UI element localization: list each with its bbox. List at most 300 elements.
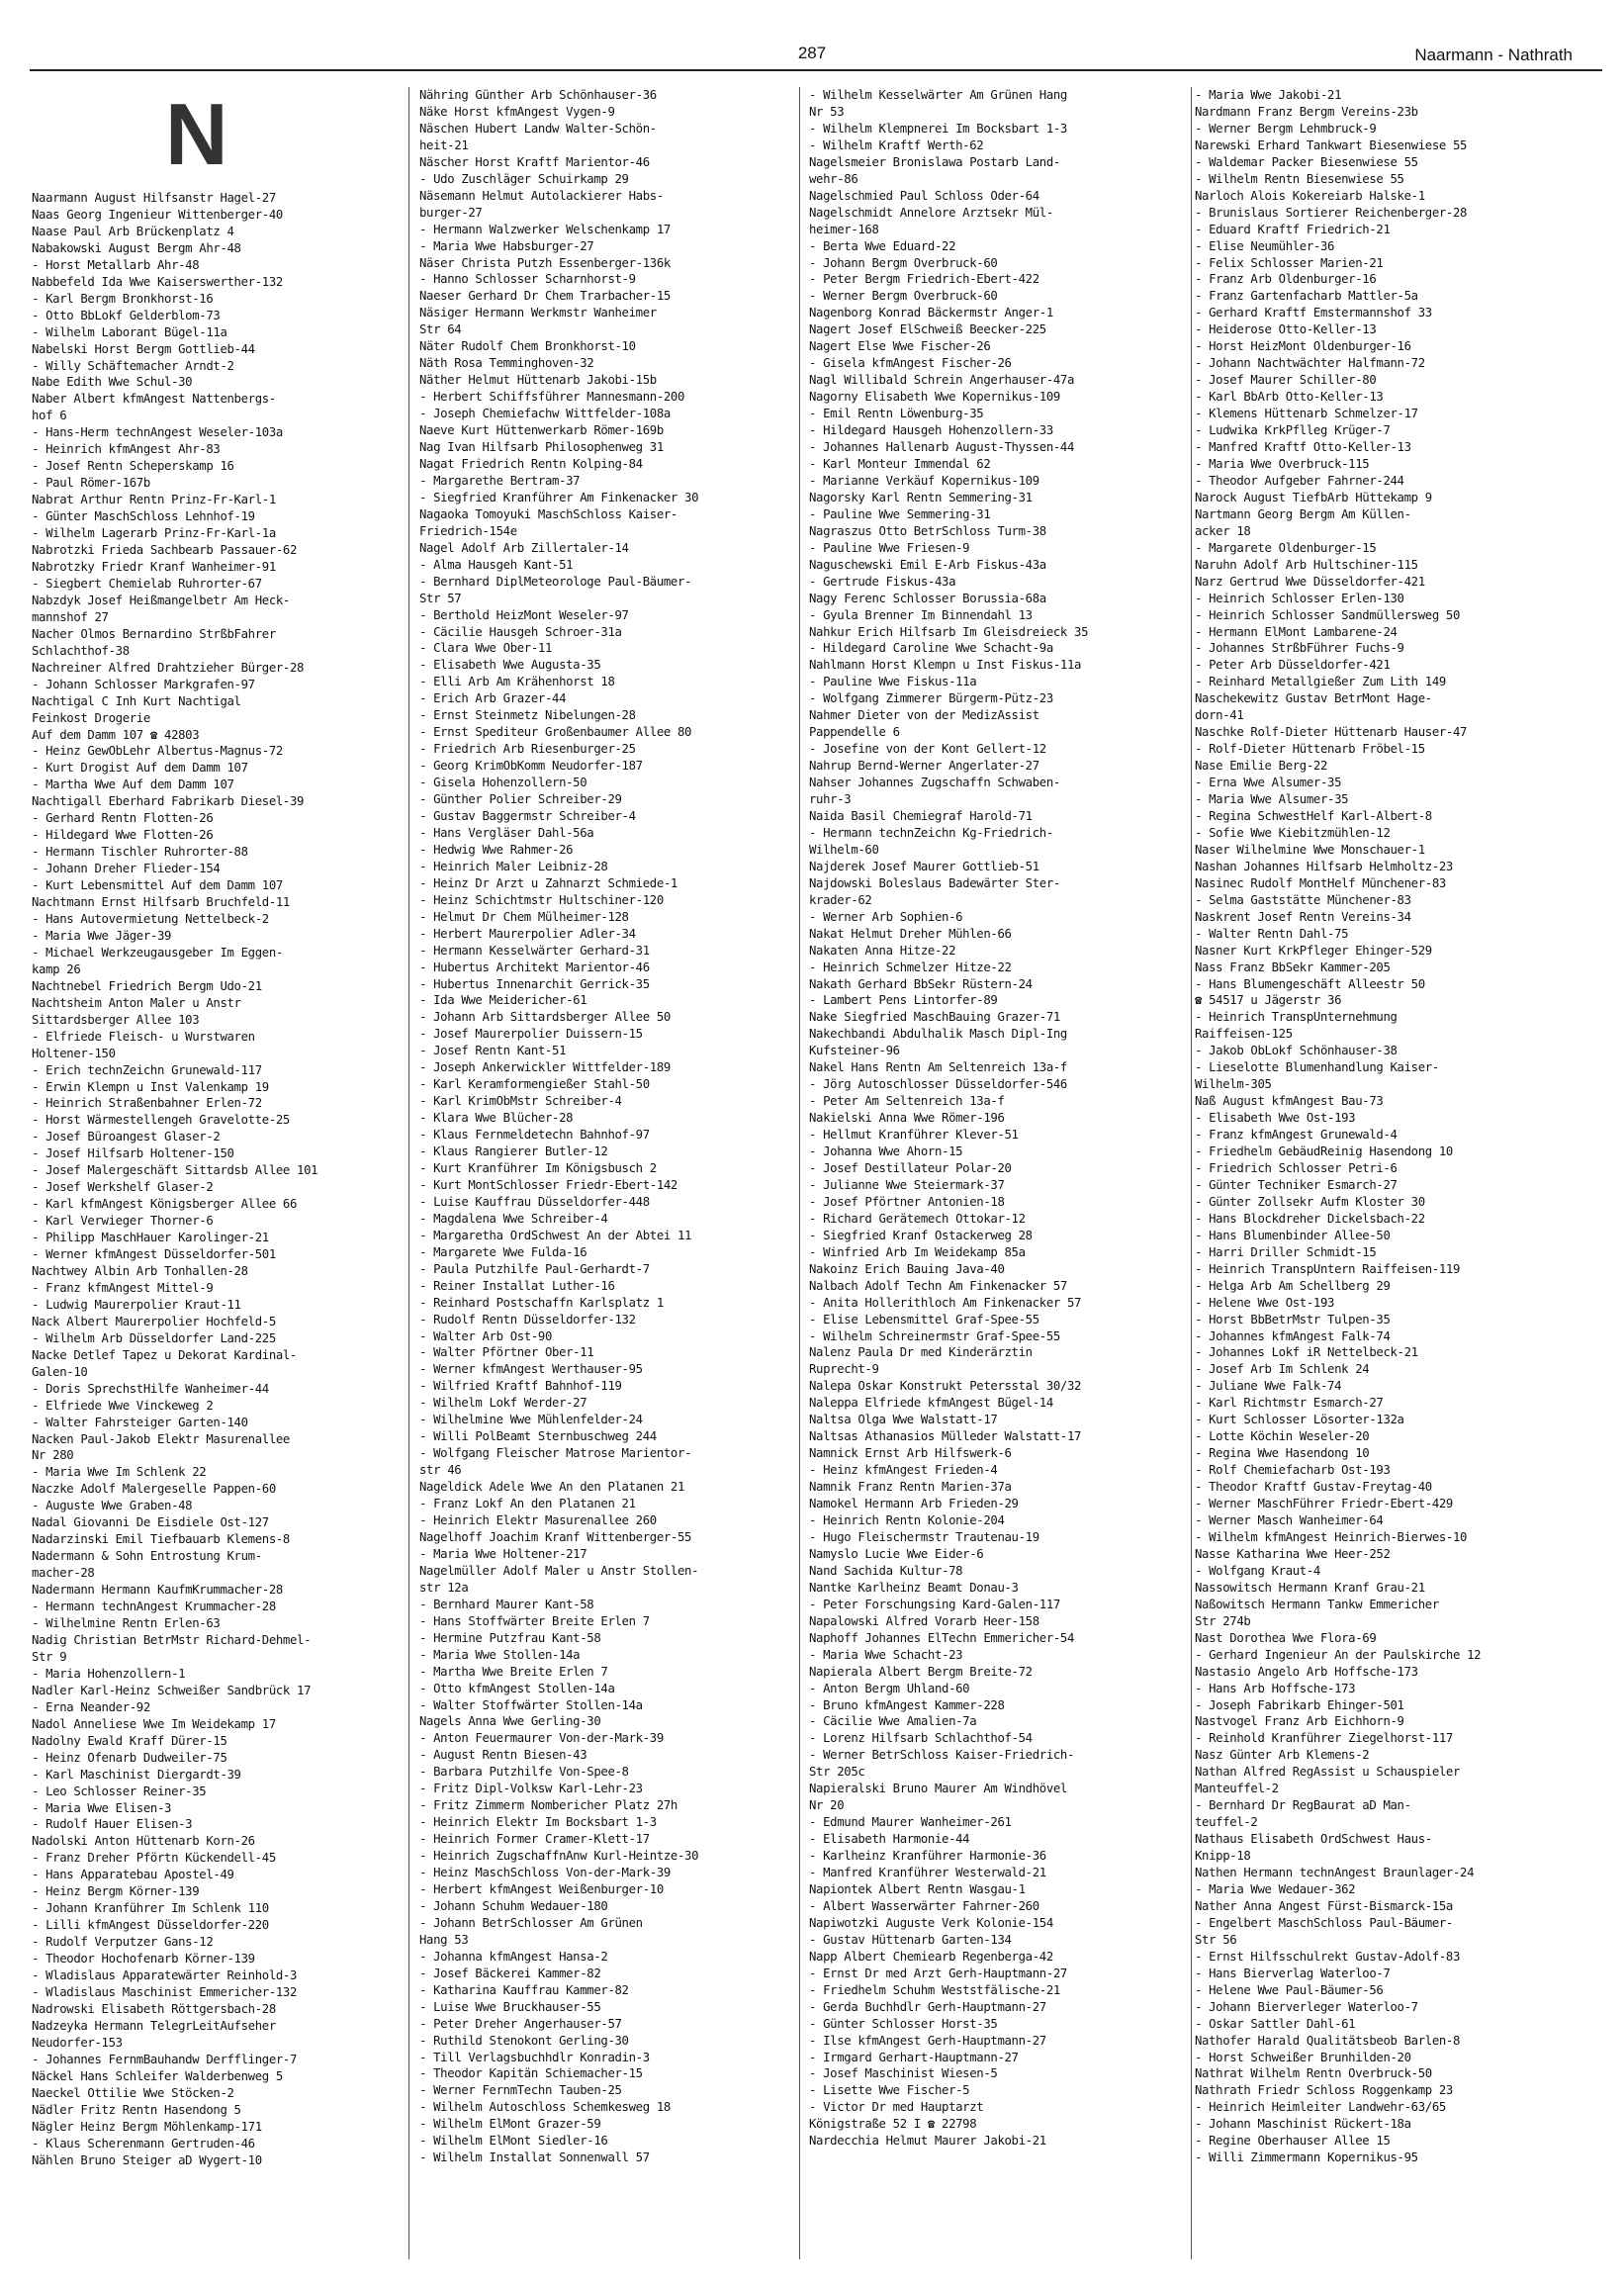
directory-entry: Nathofer Harald Qualitätsbeob Barlen-8	[1195, 2033, 1461, 2048]
directory-entry: - Josef Maurer Schiller-80	[1195, 373, 1377, 388]
directory-entry: - Jörg Autoschlosser Düsseldorfer-546	[809, 1077, 1067, 1092]
directory-entry: - Maria Wwe Wedauer-362	[1195, 1881, 1356, 1896]
directory-entry: - Wilhelm kfmAngest Heinrich-Bierwes-10	[1195, 1529, 1468, 1544]
directory-entry: - Heinrich Schlosser Erlen-130	[1195, 591, 1404, 605]
directory-entry: - Elisabeth Harmonie-44	[809, 1832, 970, 1847]
directory-entry: - Karl Verwieger Thorner-6	[32, 1214, 214, 1229]
directory-entry: - Gertrude Fiskus-43a	[809, 574, 956, 589]
directory-entry: Näter Rudolf Chem Bronkhorst-10	[419, 339, 636, 354]
directory-entry: - Werner Masch Wanheimer-64	[1195, 1513, 1384, 1528]
directory-entry: - Karl Keramformengießer Stahl-50	[419, 1077, 650, 1092]
directory-entry: - Margarethe Bertram-37	[419, 473, 581, 488]
directory-entry: Napp Albert Chemiearb Regenberga-42	[809, 1949, 1053, 1964]
directory-entry: - Johann Bierverleger Waterloo-7	[1195, 1999, 1418, 2014]
directory-entry: - Willy Schäftemacher Arndt-2	[32, 358, 234, 373]
directory-entry: - Wilhelm Lokf Werder-27	[419, 1396, 587, 1411]
directory-entry: Nakath Gerhard BbSekr Rüstern-24	[809, 976, 1033, 991]
directory-entry: - Hedwig Wwe Rahmer-26	[419, 842, 574, 857]
directory-entry: - Margarete Oldenburger-15	[1195, 540, 1377, 555]
directory-entry: hof 6	[32, 409, 67, 423]
directory-entry: - Bernhard Dr RegBaurat aD Man-	[1195, 1798, 1411, 1813]
directory-entry: Napieralski Bruno Maurer Am Windhövel	[809, 1782, 1067, 1796]
directory-entry: - Bernhard Maurer Kant-58	[419, 1597, 594, 1611]
directory-entry: Nartmann Georg Bergm Am Küllen-	[1195, 506, 1411, 521]
directory-entry: - Elise Lebensmittel Graf-Spee-55	[809, 1312, 1039, 1326]
directory-entry: - Gustav Baggermstr Schreiber-4	[419, 808, 636, 823]
directory-entry: - Hubertus Architekt Marientor-46	[419, 960, 650, 974]
directory-entry: - Heinrich ZugschaffnAnw Kurl-Heintze-30	[419, 1849, 699, 1864]
directory-entry: Narloch Alois Kokereiarb Halske-1	[1195, 188, 1425, 203]
directory-entry: - Otto kfmAngest Stollen-14a	[419, 1681, 615, 1695]
directory-entry: Narz Gertrud Wwe Düsseldorfer-421	[1195, 574, 1425, 589]
directory-entry: - Regine Oberhauser Allee 15	[1195, 2134, 1391, 2149]
directory-entry: - Irmgard Gerhart-Hauptmann-27	[809, 2050, 1019, 2064]
directory-entry: - Peter Am Seltenreich 13a-f	[809, 1094, 1005, 1109]
directory-entry: - Auguste Wwe Graben-48	[32, 1499, 193, 1513]
directory-entry: Nägler Heinz Bergm Möhlenkamp-171	[32, 2119, 262, 2134]
directory-entry: - Theodor Aufgeber Fahrner-244	[1195, 473, 1404, 488]
directory-entry: - Karl KrimObMstr Schreiber-4	[419, 1094, 622, 1109]
directory-entry: - Waldemar Packer Biesenwiese 55	[1195, 154, 1418, 169]
directory-entry: - Johanna Wwe Ahorn-15	[809, 1144, 963, 1159]
directory-entry: Nathan Alfred RegAssist u Schauspieler	[1195, 1765, 1461, 1780]
directory-entry: - Barbara Putzhilfe Von-Spee-8	[419, 1765, 629, 1780]
directory-entry: - Anita Hollerithloch Am Finkenacker 57	[809, 1295, 1082, 1310]
directory-entry: - Heinrich Schmelzer Hitze-22	[809, 960, 1012, 974]
directory-entry: Näckel Hans Schleifer Walderbenweg 5	[32, 2068, 283, 2083]
directory-entry: - Josef Maurerpolier Duissern-15	[419, 1027, 643, 1042]
directory-entry: - Johann Arb Sittardsberger Allee 50	[419, 1010, 671, 1025]
directory-entry: - Wilhelm Rentn Biesenwiese 55	[1195, 171, 1404, 186]
directory-entry: - Gerhard Rentn Flotten-26	[32, 811, 214, 826]
directory-entry: Nasinec Rudolf MontHelf Münchener-83	[1195, 875, 1446, 890]
directory-entry: - Martha Wwe Breite Erlen 7	[419, 1664, 608, 1679]
directory-entry: Nachtnebel Friedrich Bergm Udo-21	[32, 978, 262, 993]
directory-column-3	[809, 87, 1187, 2259]
directory-entry: - Lisette Wwe Fischer-5	[809, 2083, 970, 2098]
directory-entry: Nardecchia Helmut Maurer Jakobi-21	[809, 2134, 1046, 2149]
directory-entry: Naltsas Athanasios Mülleder Walstatt-17	[809, 1429, 1082, 1444]
directory-entry: - Johann Schlosser Markgrafen-97	[32, 677, 255, 691]
directory-entry: - Hans Blockdreher Dickelsbach-22	[1195, 1211, 1425, 1226]
directory-entry: Naber Albert kfmAngest Nattenbergs-	[32, 392, 276, 407]
directory-entry: Näser Christa Putzh Essenberger-136k	[419, 255, 671, 270]
directory-entry: Nag Ivan Hilfsarb Philosophenweg 31	[419, 440, 664, 455]
directory-entry: Nakoinz Erich Bauing Java-40	[809, 1261, 1005, 1276]
directory-entry: Namyslo Lucie Wwe Eider-6	[809, 1546, 984, 1561]
directory-entry: Nachtwey Albin Arb Tonhallen-28	[32, 1264, 248, 1278]
directory-entry: - Günter Techniker Esmarch-27	[1195, 1177, 1398, 1192]
directory-entry: - Josefine von der Kont Gellert-12	[809, 742, 1046, 757]
directory-entry: - Hermann Kesselwärter Gerhard-31	[419, 943, 650, 958]
directory-entry: - Siegfried Kranführer Am Finkenacker 30	[419, 490, 699, 504]
directory-entry: - Martha Wwe Auf dem Damm 107	[32, 778, 234, 792]
directory-entry: - Clara Wwe Ober-11	[419, 641, 553, 656]
directory-entry: Namnik Franz Rentn Marien-37a	[809, 1480, 1012, 1495]
directory-entry: - Walter Pförtner Ober-11	[419, 1345, 594, 1360]
directory-entry: - Cäcilie Hausgeh Schroer-31a	[419, 624, 622, 639]
directory-entry: - Wilhelm Klempnerei Im Bocksbart 1-3	[809, 121, 1067, 136]
directory-entry: - Josef Hilfsarb Holtener-150	[32, 1146, 234, 1161]
directory-entry: - Hans Blumenbinder Allee-50	[1195, 1228, 1391, 1242]
directory-entry: - Elisabeth Wwe Ost-193	[1195, 1111, 1356, 1126]
directory-entry: - Georg KrimObKomm Neudorfer-187	[419, 759, 643, 774]
directory-entry: - Horst BbBetrMstr Tulpen-35	[1195, 1312, 1391, 1326]
directory-entry: - Heinz Schichtmstr Hultschiner-120	[419, 892, 664, 907]
directory-entry: - Heinrich Schlosser Sandmüllersweg 50	[1195, 607, 1461, 622]
directory-entry: - Wilhelmine Rentn Erlen-63	[32, 1616, 221, 1631]
directory-entry: Nabzdyk Josef Heißmangelbetr Am Heck-	[32, 593, 290, 607]
directory-entry: - Richard Gerätemech Ottokar-12	[809, 1211, 1026, 1226]
directory-entry: - Reinhard Postschaffn Karlsplatz 1	[419, 1295, 664, 1310]
directory-entry: Wilhelm-305	[1195, 1077, 1272, 1092]
directory-entry: - Karl kfmAngest Königsberger Allee 66	[32, 1197, 298, 1212]
directory-entry: - Erwin Klempn u Inst Valenkamp 19	[32, 1079, 269, 1094]
directory-entry: - Gisela kfmAngest Fischer-26	[809, 356, 1012, 371]
directory-entry: Nahlmann Horst Klempn u Inst Fiskus-11a	[809, 658, 1082, 673]
directory-entry: - Sofie Wwe Kiebitzmühlen-12	[1195, 825, 1391, 840]
directory-entry: - Kurt MontSchlosser Friedr-Ebert-142	[419, 1177, 677, 1192]
directory-entry: - Rolf-Dieter Hüttenarb Fröbel-15	[1195, 742, 1425, 757]
directory-entry: - Willi PolBeamt Sternbuschweg 244	[419, 1429, 657, 1444]
directory-entry: - Paula Putzhilfe Paul-Gerhardt-7	[419, 1261, 650, 1276]
directory-entry: - Siegbert Chemielab Ruhrorter-67	[32, 576, 262, 591]
directory-entry: Nadolny Ewald Kraff Dürer-15	[32, 1733, 227, 1748]
directory-entry: - Johannes Hallenarb August-Thyssen-44	[809, 440, 1075, 455]
directory-entry: Knipp-18	[1195, 1849, 1251, 1864]
directory-entry: - Maria Wwe Schacht-23	[809, 1647, 963, 1662]
directory-entry: - Lieselotte Blumenhandlung Kaiser-	[1195, 1060, 1439, 1075]
directory-entry: - Fritz Dipl-Volksw Karl-Lehr-23	[419, 1782, 643, 1796]
directory-entry: - Cäcilie Wwe Amalien-7a	[809, 1714, 977, 1729]
directory-entry: - Berthold HeizMont Weseler-97	[419, 607, 629, 622]
directory-entry: Nabrotzki Frieda Sachbearb Passauer-62	[32, 543, 298, 558]
directory-entry: - Wilfried Kraftf Bahnhof-119	[419, 1379, 622, 1394]
directory-entry: - Josef Rentn Kant-51	[419, 1044, 567, 1058]
directory-entry: Naschke Rolf-Dieter Hüttenarb Hauser-47	[1195, 725, 1468, 740]
directory-entry: - Johann BetrSchlosser Am Grünen	[419, 1915, 643, 1930]
directory-entry: - Margaretha OrdSchwest An der Abtei 11	[419, 1228, 692, 1242]
directory-entry: - Hermann Walzwerker Welschenkamp 17	[419, 222, 671, 236]
directory-entry: - Johann Dreher Flieder-154	[32, 862, 221, 876]
directory-entry: - Hermann Tischler Ruhrorter-88	[32, 845, 248, 860]
directory-entry: - Heinz MaschSchloss Von-der-Mark-39	[419, 1866, 671, 1880]
directory-entry: - Joseph Chemiefachw Wittfelder-108a	[419, 407, 671, 421]
directory-entry: - Hans Blumengeschäft Alleestr 50	[1195, 976, 1425, 991]
directory-entry: Nadol Anneliese Wwe Im Weidekamp 17	[32, 1716, 276, 1731]
directory-entry: - Josef Pförtner Antonien-18	[809, 1194, 1005, 1209]
directory-entry: - Jakob ObLokf Schönhauser-38	[1195, 1044, 1398, 1058]
directory-entry: Nahkur Erich Hilfsarb Im Gleisdreieck 35	[809, 624, 1089, 639]
directory-entry: - Heinrich Heimleiter Landwehr-63/65	[1195, 2100, 1446, 2115]
directory-entry: - Hermine Putzfrau Kant-58	[419, 1630, 601, 1645]
directory-entry: wehr-86	[809, 171, 858, 186]
directory-entry: Nabbefeld Ida Wwe Kaiserswerther-132	[32, 274, 283, 289]
directory-entry: Nashan Johannes Hilfsarb Helmholtz-23	[1195, 859, 1453, 873]
directory-entry: - Albert Wasserwärter Fahrner-260	[809, 1898, 1039, 1913]
directory-entry: - Maria Wwe Alsumer-35	[1195, 792, 1349, 807]
directory-entry: - Horst Metallarb Ahr-48	[32, 257, 200, 272]
directory-entry: Nagraszus Otto BetrSchloss Turm-38	[809, 523, 1046, 538]
directory-entry: - Gustav Hüttenarb Garten-134	[809, 1932, 1012, 1947]
directory-entry: - Wilhelm Kraftf Werth-62	[809, 137, 984, 152]
directory-entry: - Helga Arb Am Schellberg 29	[1195, 1278, 1391, 1293]
directory-entry: - Elise Neumühler-36	[1195, 238, 1335, 253]
directory-entry: - Heinrich TranspUntern Raiffeisen-119	[1195, 1261, 1461, 1276]
directory-entry: Narewski Erhard Tankwart Biesenwiese 55	[1195, 137, 1468, 152]
directory-entry: - Elisabeth Wwe Augusta-35	[419, 658, 601, 673]
directory-entry: - Hans Vergläser Dahl-56a	[419, 825, 594, 840]
directory-entry: - Alma Hausgeh Kant-51	[419, 557, 574, 572]
directory-entry: Napiwotzki Auguste Verk Kolonie-154	[809, 1915, 1053, 1930]
directory-entry: Nählen Bruno Steiger aD Wygert-10	[32, 2152, 262, 2167]
directory-entry: Nakechbandi Abdulhalik Masch Dipl-Ing	[809, 1027, 1067, 1042]
directory-entry: - Lilli kfmAngest Düsseldorfer-220	[32, 1918, 269, 1933]
directory-entry: - Josef Bäckerei Kammer-82	[419, 1966, 601, 1980]
directory-entry: - Wilhelm Arb Düsseldorfer Land-225	[32, 1330, 276, 1345]
directory-entry: - Helene Wwe Paul-Bäumer-56	[1195, 1982, 1384, 1997]
directory-entry: - August Rentn Biesen-43	[419, 1748, 587, 1763]
directory-entry: Nagert Else Wwe Fischer-26	[809, 339, 991, 354]
directory-entry: Nabakowski August Bergm Ahr-48	[32, 240, 241, 255]
directory-entry: Nadzeyka Hermann TelegrLeitAufseher	[32, 2018, 276, 2033]
directory-entry: Nachtsheim Anton Maler u Anstr	[32, 995, 241, 1010]
directory-entry: Näth Rosa Temminghoven-32	[419, 356, 594, 371]
directory-entry: - Josef Werkshelf Glaser-2	[32, 1180, 214, 1195]
directory-entry: Näscher Horst Kraftf Marientor-46	[419, 154, 650, 169]
directory-entry: Naase Paul Arb Brückenplatz 4	[32, 224, 234, 238]
directory-entry: - Erna Neander-92	[32, 1699, 150, 1714]
directory-entry: Napalowski Alfred Vorarb Heer-158	[809, 1613, 1039, 1628]
directory-entry: Nathaus Elisabeth OrdSchwest Haus-	[1195, 1832, 1432, 1847]
directory-entry: Nachtigall Eberhard Fabrikarb Diesel-39	[32, 794, 305, 809]
column-divider	[799, 87, 800, 2259]
directory-entry: Napiontek Albert Rentn Wasgau-1	[809, 1881, 1026, 1896]
directory-entry: - Edmund Maurer Wanheimer-261	[809, 1815, 1012, 1830]
directory-entry: - Wolfgang Zimmerer Bürgerm-Pütz-23	[809, 691, 1053, 706]
directory-entry: str 12a	[419, 1580, 469, 1595]
directory-entry: Näke Horst kfmAngest Vygen-9	[419, 104, 615, 119]
directory-entry: - Till Verlagsbuchhdlr Konradin-3	[419, 2050, 650, 2064]
directory-entry: - Hubertus Innenarchit Gerrick-35	[419, 976, 650, 991]
section-letter: N	[165, 87, 228, 183]
directory-entry: Feinkost Drogerie	[32, 710, 150, 725]
directory-entry: - Wladislaus Maschinist Emmericher-132	[32, 1984, 298, 1999]
directory-entry: - Joseph Fabrikarb Ehinger-501	[1195, 1697, 1404, 1712]
directory-entry: - Johann Nachtwächter Halfmann-72	[1195, 356, 1425, 371]
directory-entry: Auf dem Damm 107 ☎ 42803	[32, 727, 200, 742]
directory-entry: - Juliane Wwe Falk-74	[1195, 1379, 1342, 1394]
directory-entry: - Gerhard Ingenieur An der Paulskirche 12	[1195, 1647, 1482, 1662]
directory-entry: - Hans Arb Hoffsche-173	[1195, 1681, 1356, 1695]
directory-entry: Namokel Hermann Arb Frieden-29	[809, 1497, 1019, 1511]
directory-entry: - Luise Kauffrau Düsseldorfer-448	[419, 1194, 650, 1209]
directory-entry: Nagl Willibald Schrein Angerhauser-47a	[809, 373, 1075, 388]
directory-entry: - Günther Polier Schreiber-29	[419, 792, 622, 807]
directory-entry: - Heiderose Otto-Keller-13	[1195, 322, 1377, 337]
directory-entry: - Hildegard Caroline Wwe Schacht-9a	[809, 641, 1053, 656]
directory-entry: Nahmer Dieter von der MedizAssist	[809, 708, 1039, 723]
directory-entry: Nalbach Adolf Techn Am Finkenacker 57	[809, 1278, 1067, 1293]
directory-entry: - Werner kfmAngest Düsseldorfer-501	[32, 1247, 276, 1262]
directory-entry: Naskrent Josef Rentn Vereins-34	[1195, 909, 1411, 924]
directory-entry: Namnick Ernst Arb Hilfswerk-6	[809, 1446, 1012, 1461]
directory-entry: - Josef Malergeschäft Sittardsb Allee 101	[32, 1163, 318, 1178]
directory-entry: - Oskar Sattler Dahl-61	[1195, 2016, 1356, 2031]
directory-entry: - Herbert Maurerpolier Adler-34	[419, 926, 636, 941]
directory-entry: - Julianne Wwe Steiermark-37	[809, 1177, 1005, 1192]
directory-entry: - Johannes FernmBauhandw Derfflinger-7	[32, 2052, 298, 2066]
directory-entry: Nadrowski Elisabeth Röttgersbach-28	[32, 2001, 276, 2016]
directory-entry: - Johanna kfmAngest Hansa-2	[419, 1949, 608, 1964]
directory-entry: Naarmann August Hilfsanstr Hagel-27	[32, 191, 276, 205]
directory-entry: - Heinz Bergm Körner-139	[32, 1884, 200, 1899]
directory-entry: - Felix Schlosser Marien-21	[1195, 255, 1384, 270]
directory-entry: - Gyula Brenner Im Binnendahl 13	[809, 607, 1033, 622]
directory-entry: Nakielski Anna Wwe Römer-196	[809, 1111, 1005, 1126]
directory-entry: Sittardsberger Allee 103	[32, 1012, 200, 1027]
directory-entry: - Hanno Schlosser Scharnhorst-9	[419, 272, 636, 287]
directory-entry: - Johannes Lokf iR Nettelbeck-21	[1195, 1345, 1418, 1360]
directory-entry: Najderek Josef Maurer Gottlieb-51	[809, 859, 1039, 873]
directory-entry: - Bernhard DiplMeteorologe Paul-Bäumer-	[419, 574, 692, 589]
directory-entry: - Ernst Spediteur Großenbaumer Allee 80	[419, 725, 692, 740]
directory-entry: - Klaus Scherenmann Gertruden-46	[32, 2136, 255, 2150]
directory-entry: Nadal Giovanni De Eisdiele Ost-127	[32, 1515, 269, 1530]
directory-entry: Naas Georg Ingenieur Wittenberger-40	[32, 207, 283, 222]
directory-entry: Nalenz Paula Dr med Kinderärztin	[809, 1345, 1033, 1360]
directory-entry: - Friedrich Schlosser Petri-6	[1195, 1161, 1398, 1175]
directory-entry: kamp 26	[32, 961, 81, 976]
directory-entry: - Werner Arb Sophien-6	[809, 909, 963, 924]
directory-entry: - Victor Dr med Hauptarzt	[809, 2100, 984, 2115]
directory-entry: - Kurt Schlosser Lösorter-132a	[1195, 1413, 1404, 1427]
directory-entry: Str 64	[419, 322, 462, 337]
directory-entry: Nagorsky Karl Rentn Semmering-31	[809, 490, 1033, 504]
directory-entry: - Paul Römer-167b	[32, 476, 150, 491]
directory-entry: Nageldick Adele Wwe An den Platanen 21	[419, 1480, 685, 1495]
directory-column-2	[419, 87, 785, 2259]
directory-entry: - Harri Driller Schmidt-15	[1195, 1244, 1377, 1259]
directory-entry: Nr 20	[809, 1798, 845, 1813]
directory-entry: Nagy Ferenc Schlosser Borussia-68a	[809, 591, 1046, 605]
directory-entry: Naßowitsch Hermann Tankw Emmericher	[1195, 1597, 1439, 1611]
directory-entry: Nagelhoff Joachim Kranf Wittenberger-55	[419, 1529, 692, 1544]
directory-entry: teuffel-2	[1195, 1815, 1258, 1830]
directory-entry: Nastvogel Franz Arb Eichhorn-9	[1195, 1714, 1404, 1729]
directory-entry: - Heinrich Former Cramer-Klett-17	[419, 1832, 650, 1847]
directory-entry: - Josef Maschinist Wiesen-5	[809, 2066, 998, 2081]
directory-entry: - Heinz kfmAngest Frieden-4	[809, 1463, 998, 1478]
directory-entry: - Hans Stoffwärter Breite Erlen 7	[419, 1613, 650, 1628]
directory-entry: - Heinrich kfmAngest Ahr-83	[32, 442, 221, 457]
directory-entry: Nantke Karlheinz Beamt Donau-3	[809, 1580, 1019, 1595]
directory-entry: - Udo Zuschläger Schuirkamp 29	[419, 171, 629, 186]
directory-entry: - Hans Bierverlag Waterloo-7	[1195, 1966, 1391, 1980]
directory-entry: - Hermann technAngest Krummacher-28	[32, 1600, 276, 1614]
directory-entry: Nädler Fritz Rentn Hasendong 5	[32, 2102, 241, 2117]
directory-entry: - Selma Gaststätte Münchener-83	[1195, 892, 1411, 907]
directory-entry: - Hans Apparatebau Apostel-49	[32, 1868, 234, 1882]
directory-entry: - Wilhelm ElMont Grazer-59	[419, 2117, 601, 2132]
directory-entry: Nachtmann Ernst Hilfsarb Bruchfeld-11	[32, 895, 290, 910]
directory-entry: - Hildegard Wwe Flotten-26	[32, 828, 214, 843]
directory-entry: - Rolf Chemiefacharb Ost-193	[1195, 1463, 1391, 1478]
directory-entry: Str 56	[1195, 1932, 1237, 1947]
directory-entry: - Franz kfmAngest Grunewald-4	[1195, 1128, 1398, 1143]
directory-entry: - Josef Destillateur Polar-20	[809, 1161, 1012, 1175]
directory-entry: - Wilhelmine Wwe Mühlenfelder-24	[419, 1413, 643, 1427]
directory-entry: Naeve Kurt Hüttenwerkarb Römer-169b	[419, 423, 664, 438]
directory-entry: Str 9	[32, 1649, 67, 1664]
directory-entry: heit-21	[419, 137, 469, 152]
directory-entry: - Engelbert MaschSchloss Paul-Bäumer-	[1195, 1915, 1453, 1930]
directory-entry: Nabelski Horst Bergm Gottlieb-44	[32, 341, 255, 356]
page-number: 287	[797, 44, 827, 62]
directory-entry: - Werner kfmAngest Werthauser-95	[419, 1362, 643, 1377]
directory-entry: - Walter Rentn Dahl-75	[1195, 926, 1349, 941]
directory-entry: Friedrich-154e	[419, 523, 517, 538]
directory-entry: Naphoff Johannes ElTechn Emmericher-54	[809, 1630, 1075, 1645]
directory-entry: Raiffeisen-125	[1195, 1027, 1293, 1042]
directory-entry: - Ida Wwe Meidericher-61	[419, 993, 587, 1008]
directory-entry: - Peter Forschungsing Kard-Galen-117	[809, 1597, 1060, 1611]
directory-entry: Näsiger Hermann Werkmstr Wanheimer	[419, 306, 657, 320]
directory-entry: Schlachthof-38	[32, 643, 130, 658]
directory-entry: Nagel Adolf Arb Zillertaler-14	[419, 540, 629, 555]
directory-entry: Näschen Hubert Landw Walter-Schön-	[419, 121, 657, 136]
directory-entry: - Theodor Kapitän Schiemacher-15	[419, 2066, 643, 2081]
directory-entry: - Maria Wwe Overbruck-115	[1195, 456, 1370, 471]
directory-entry: - Bruno kfmAngest Kammer-228	[809, 1697, 1005, 1712]
directory-entry: - Regina Wwe Hasendong 10	[1195, 1446, 1370, 1461]
directory-entry: Nagorny Elisabeth Wwe Kopernikus-109	[809, 390, 1060, 405]
directory-entry: Nr 53	[809, 104, 845, 119]
directory-column-4	[1195, 87, 1590, 2259]
directory-entry: - Horst HeizMont Oldenburger-16	[1195, 339, 1411, 354]
directory-entry: - Peter Dreher Angerhauser-57	[419, 2016, 622, 2031]
directory-entry: - Franz Arb Oldenburger-16	[1195, 272, 1377, 287]
directory-entry: Nassowitsch Hermann Kranf Grau-21	[1195, 1580, 1425, 1595]
directory-entry: - Ludwig Maurerpolier Kraut-11	[32, 1297, 241, 1312]
directory-entry: - Klara Wwe Blücher-28	[419, 1111, 574, 1126]
directory-entry: Näsemann Helmut Autolackierer Habs-	[419, 188, 664, 203]
directory-entry: - Doris SprechstHilfe Wanheimer-44	[32, 1381, 269, 1396]
directory-entry: - Brunislaus Sortierer Reichenberger-28	[1195, 205, 1468, 220]
directory-column-1	[32, 87, 393, 2259]
directory-entry: - Rudolf Rentn Düsseldorfer-132	[419, 1312, 636, 1326]
directory-entry: krader-62	[809, 892, 872, 907]
directory-entry: Nakaten Anna Hitze-22	[809, 943, 956, 958]
directory-entry: - Heinrich Elektr Im Bocksbart 1-3	[419, 1815, 657, 1830]
directory-entry: - Hans-Herm technAngest Weseler-103a	[32, 425, 283, 440]
directory-entry: - Heinrich Maler Leibniz-28	[419, 859, 608, 873]
directory-entry: Nahser Johannes Zugschaffn Schwaben-	[809, 776, 1060, 790]
directory-entry: - Wilhelm Installat Sonnenwall 57	[419, 2150, 650, 2165]
directory-entry: - Friedrich Arb Riesenburger-25	[419, 742, 636, 757]
directory-entry: - Horst Wärmestellengeh Gravelotte-25	[32, 1113, 290, 1128]
directory-entry: - Karlheinz Kranführer Harmonie-36	[809, 1849, 1046, 1864]
directory-entry: - Wilhelm Lagerarb Prinz-Fr-Karl-1a	[32, 526, 276, 541]
directory-entry: ☎ 54517 u Jägerstr 36	[1195, 993, 1342, 1008]
directory-entry: - Herbert kfmAngest Weißenburger-10	[419, 1881, 664, 1896]
directory-entry: - Peter Arb Düsseldorfer-421	[1195, 658, 1391, 673]
directory-entry: - Erich Arb Grazer-44	[419, 691, 567, 706]
directory-entry: - Wolfgang Kraut-4	[1195, 1563, 1320, 1578]
directory-entry: Nagelschmidt Annelore Arztsekr Mül-	[809, 205, 1053, 220]
directory-entry: - Walter Stoffwärter Stollen-14a	[419, 1697, 643, 1712]
directory-entry: Naleppa Elfriede kfmAngest Bügel-14	[809, 1396, 1053, 1411]
